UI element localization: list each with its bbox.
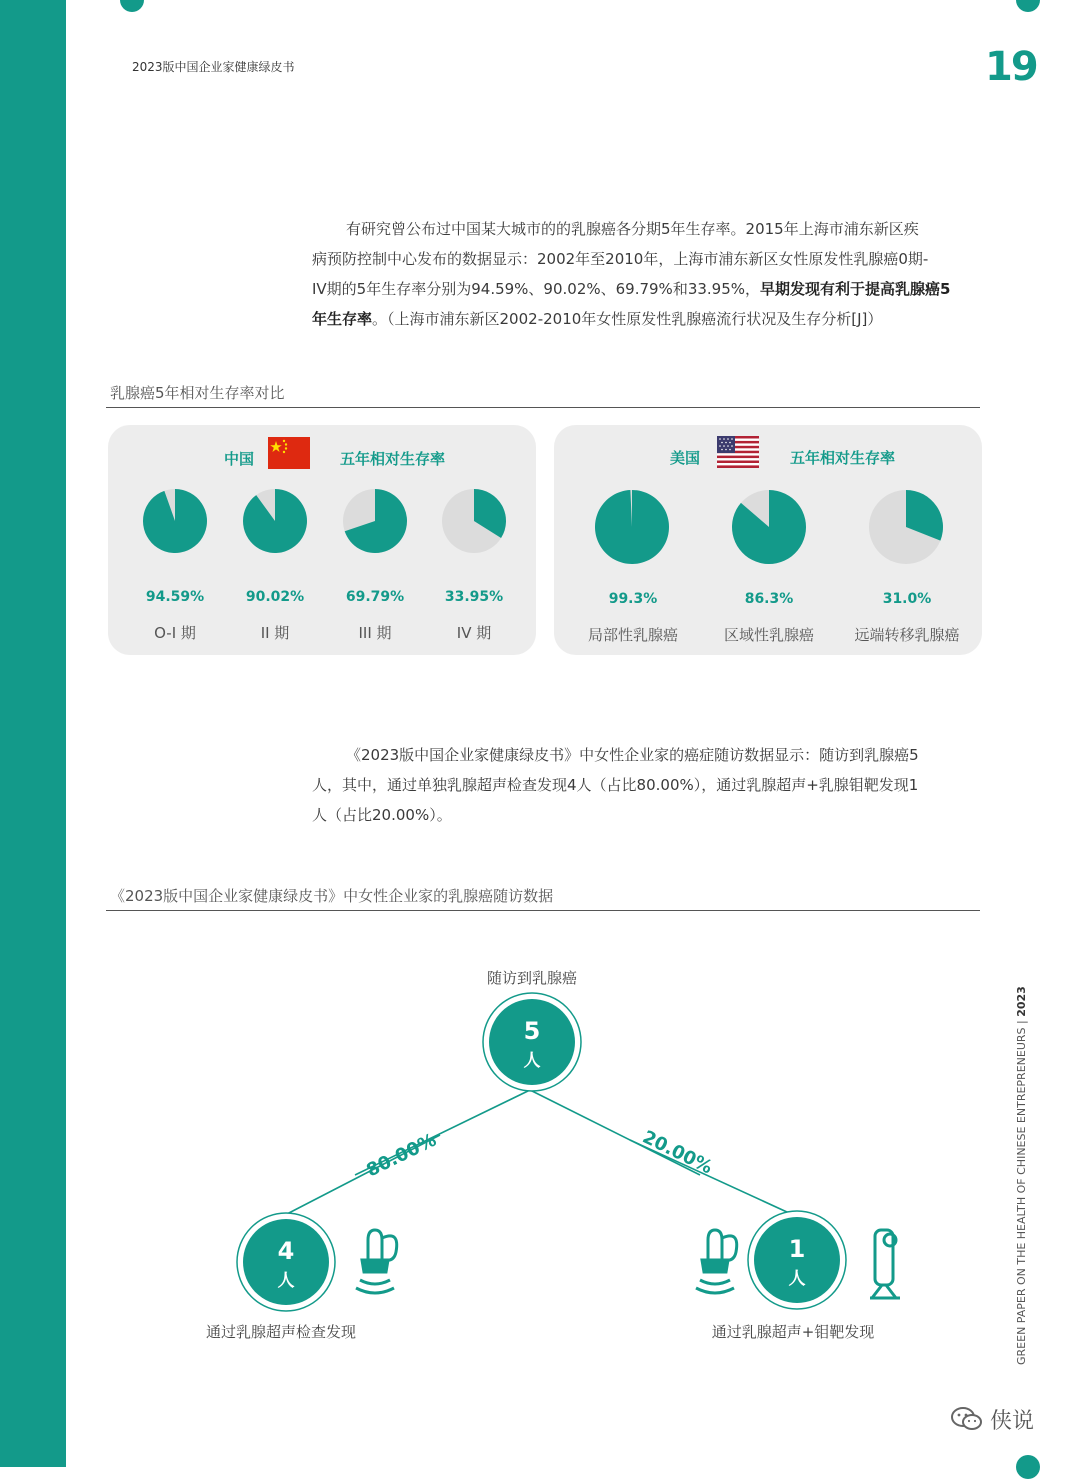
usa-stage-1: 区域性乳腺癌 [723, 626, 814, 644]
watermark-text: 侠说 [990, 1409, 1035, 1434]
left-share-label: 80.00% [363, 1129, 440, 1182]
page-number: 19 [985, 44, 1037, 90]
survival-section-rule [106, 407, 980, 408]
china-stage-3: IV 期 [456, 624, 492, 642]
intro-paragraph [312, 214, 980, 334]
usa-pct-2: 31.0% [882, 591, 932, 607]
china-pct-1: 90.02% [245, 589, 305, 605]
usa-stage-2: 远端转移乳腺癌 [854, 626, 960, 644]
running-header-title: 2023版中国企业家健康绿皮书 [132, 60, 295, 74]
vertical-side-text: GREEN PAPER ON THE HEALTH OF CHINESE ENTREPRENEURS | 2023 [1015, 986, 1028, 1365]
followup-section-title: 《2023版中国企业家健康绿皮书》中女性企业家的乳腺癌随访数据 [110, 887, 554, 905]
usa-metric-label: 五年相对生存率 [790, 449, 896, 467]
left-unit: 人 [277, 1271, 295, 1291]
bottom-right-dot [1016, 1455, 1040, 1479]
followup-line-2: 人，其中，通过单独乳腺超声检查发现4人（占比80.00%），通过乳腺超声+乳腺钼靶发现1 [312, 776, 919, 794]
usa-flag-icon [717, 436, 759, 468]
usa-stage-0: 局部性乳腺癌 [587, 626, 678, 644]
china-country-label: 中国 [224, 450, 255, 468]
left-node-label: 通过乳腺超声检查发现 [205, 1323, 356, 1341]
left-sidebar-band [0, 0, 66, 1467]
china-pct-3: 33.95% [444, 589, 504, 605]
right-node-label: 通过乳腺超声+钼靶发现 [711, 1323, 875, 1341]
right-count: 1 [788, 1235, 806, 1263]
left-count: 4 [277, 1237, 295, 1265]
root-count: 5 [523, 1017, 541, 1045]
top-right-dot [1016, 0, 1040, 12]
right-unit: 人 [788, 1269, 806, 1289]
china-flag-icon [268, 437, 310, 469]
root-unit: 人 [523, 1051, 541, 1071]
ultrasound-probe-icon [356, 1230, 397, 1293]
china-pie-charts [108, 470, 536, 580]
root-node-label: 随访到乳腺癌 [486, 969, 577, 987]
china-stage-0: O-I 期 [154, 624, 196, 642]
usa-pct-1: 86.3% [744, 591, 794, 607]
china-pct-0: 94.59% [145, 589, 205, 605]
china-pie-1-slice [243, 489, 307, 553]
usa-country-label: 美国 [670, 449, 701, 467]
china-metric-label: 五年相对生存率 [340, 450, 446, 468]
followup-paragraph [312, 740, 980, 830]
followup-line-1: 《2023版中国企业家健康绿皮书》中女性企业家的癌症随访数据显示：随访到乳腺癌5 [346, 746, 919, 764]
followup-line-3: 人（占比20.00%）。 [312, 806, 452, 824]
china-pct-2: 69.79% [345, 589, 405, 605]
china-stage-2: III 期 [358, 624, 392, 642]
right-share-label: 20.00% [639, 1126, 716, 1179]
china-stage-1: II 期 [260, 624, 290, 642]
intro-line-2: 病预防控制中心发布的数据显示：2002年至2010年，上海市浦东新区女性原发性乳腺癌0期- [312, 250, 929, 268]
usa-pie-0-slice [595, 490, 669, 564]
intro-line-3: IV期的5年生存率分别为94.59%、90.02%、69.79%和33.95%，早期发现有利于提高乳腺癌5 [312, 280, 951, 298]
ultrasound-probe-icon-right [696, 1230, 737, 1293]
usa-pct-0: 99.3% [608, 591, 658, 607]
top-left-dot [120, 0, 144, 12]
wechat-icon [950, 1405, 984, 1437]
followup-section-rule [106, 910, 980, 911]
usa-pie-charts [554, 470, 982, 580]
intro-line-1: 有研究曾公布过中国某大城市的的乳腺癌各分期5年生存率。2015年上海市浦东新区疾 [346, 220, 919, 238]
china-pie-0-slice [143, 489, 207, 553]
mammography-machine-icon [870, 1230, 900, 1298]
survival-section-title: 乳腺癌5年相对生存率对比 [110, 384, 285, 402]
intro-line-4: 年生存率。（上海市浦东新区2002-2010年女性原发性乳腺癌流行状况及生存分析[J]） [312, 310, 883, 328]
